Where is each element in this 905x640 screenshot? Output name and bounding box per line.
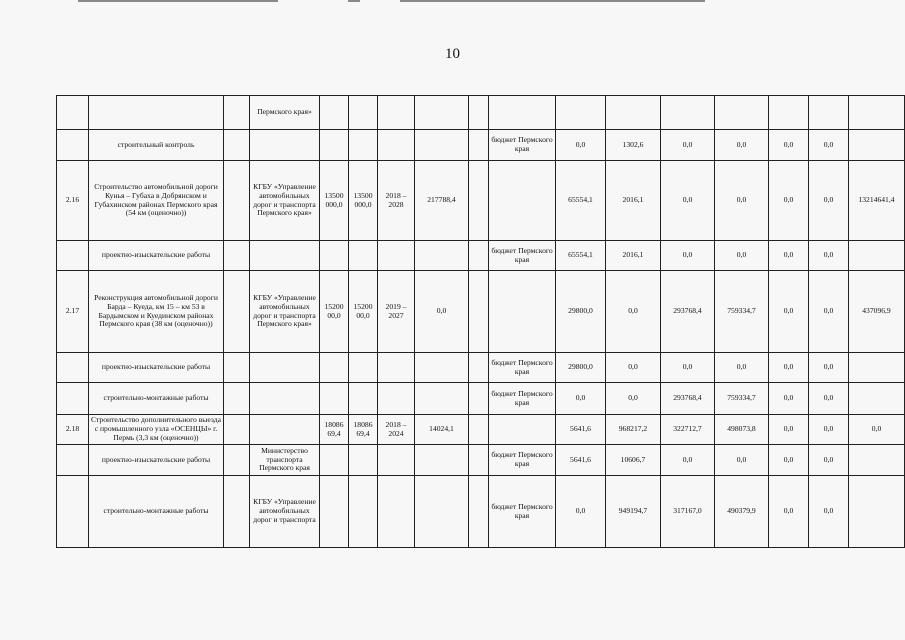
- table-row: [57, 241, 905, 271]
- value-cell: 0,0: [661, 241, 715, 271]
- table-row: [57, 476, 905, 548]
- source-cell: бюджет Пермского края: [489, 445, 556, 476]
- value-cell: 293768,4: [661, 271, 715, 353]
- value-cell: 293768,4: [661, 383, 715, 415]
- blank-cell: [320, 445, 349, 476]
- blank-cell: [224, 96, 250, 130]
- blank-cell: [320, 353, 349, 383]
- source-cell: [489, 96, 556, 130]
- value-cell: 5641,6: [556, 445, 606, 476]
- previous-funding-cell: 217788,4: [415, 161, 469, 241]
- blank-cell: [224, 445, 250, 476]
- blank-cell: [349, 476, 378, 548]
- previous-funding-cell: 14024,1: [415, 415, 469, 445]
- source-cell: бюджет Пермского края: [489, 130, 556, 161]
- blank-cell: [469, 130, 489, 161]
- blank-cell: [224, 476, 250, 548]
- capacity-cell: 15200 00,0: [320, 271, 349, 353]
- value-cell: [849, 241, 905, 271]
- value-cell: 5641,6: [556, 415, 606, 445]
- blank-cell: [349, 353, 378, 383]
- top-rule-right: [400, 0, 705, 2]
- capacity-cell: 13500 000,0: [320, 161, 349, 241]
- value-cell: [715, 96, 769, 130]
- blank-cell: [320, 130, 349, 161]
- sub-item-name-cell: [89, 96, 224, 130]
- blank-cell: [57, 96, 89, 130]
- blank-cell: [57, 130, 89, 161]
- blank-cell: [415, 383, 469, 415]
- item-name-cell: Строительство дополнительного выезда с промышленного узла «ОСЕНЦЫ» г. Пермь (3,3 км (оценочно)): [89, 415, 224, 445]
- value-cell: [849, 445, 905, 476]
- blank-cell: [224, 383, 250, 415]
- executor-cell: [250, 353, 320, 383]
- value-cell: 0,0: [809, 445, 849, 476]
- blank-cell: [224, 353, 250, 383]
- top-rule-mid: [348, 0, 360, 2]
- item-number-cell: 2.16: [57, 161, 89, 241]
- source-cell: бюджет Пермского края: [489, 353, 556, 383]
- value-cell: 0,0: [809, 383, 849, 415]
- program-table: [56, 95, 905, 548]
- cost-cell: 15200 00,0: [349, 271, 378, 353]
- blank-cell: [349, 445, 378, 476]
- sub-item-name-cell: строительно-монтажные работы: [89, 383, 224, 415]
- period-cell: 2019 – 2027: [378, 271, 415, 353]
- value-cell: [769, 96, 809, 130]
- value-cell: 0,0: [769, 415, 809, 445]
- executor-cell: КГБУ «Управление автомобильных дорог и транспорта Пермского края»: [250, 161, 320, 241]
- value-cell: [606, 96, 661, 130]
- value-cell: 0,0: [849, 415, 905, 445]
- blank-cell: [378, 445, 415, 476]
- value-cell: 0,0: [661, 130, 715, 161]
- executor-cell: КГБУ «Управление автомобильных дорог и транспорта: [250, 476, 320, 548]
- value-cell: [849, 130, 905, 161]
- value-cell: 490379,9: [715, 476, 769, 548]
- blank-cell: [57, 383, 89, 415]
- sub-item-name-cell: проектно-изыскательские работы: [89, 241, 224, 271]
- blank-cell: [415, 130, 469, 161]
- value-cell: 317167,0: [661, 476, 715, 548]
- blank-cell: [378, 130, 415, 161]
- blank-cell: [378, 96, 415, 130]
- table-row: [57, 353, 905, 383]
- value-cell: [849, 383, 905, 415]
- blank-cell: [378, 241, 415, 271]
- source-cell: бюджет Пермского края: [489, 241, 556, 271]
- value-cell: [556, 96, 606, 130]
- sub-item-name-cell: проектно-изыскательские работы: [89, 353, 224, 383]
- blank-cell: [415, 241, 469, 271]
- table-row: [57, 130, 905, 161]
- value-cell: 0,0: [769, 353, 809, 383]
- blank-cell: [320, 241, 349, 271]
- value-cell: 0,0: [661, 161, 715, 241]
- value-cell: 0,0: [556, 476, 606, 548]
- value-cell: 759334,7: [715, 383, 769, 415]
- blank-cell: [415, 96, 469, 130]
- value-cell: 0,0: [809, 161, 849, 241]
- table-row: [57, 96, 905, 130]
- value-cell: 759334,7: [715, 271, 769, 353]
- executor-cell: [250, 415, 320, 445]
- value-cell: 65554,1: [556, 241, 606, 271]
- item-number-cell: 2.18: [57, 415, 89, 445]
- page-number: 10: [445, 46, 460, 62]
- blank-cell: [415, 445, 469, 476]
- value-cell: [849, 476, 905, 548]
- value-cell: [809, 96, 849, 130]
- source-cell: бюджет Пермского края: [489, 476, 556, 548]
- executor-cell: [250, 383, 320, 415]
- sub-item-name-cell: строительно-монтажные работы: [89, 476, 224, 548]
- blank-cell: [469, 161, 489, 241]
- executor-cell: КГБУ «Управление автомобильных дорог и транспорта Пермского края»: [250, 271, 320, 353]
- blank-cell: [320, 476, 349, 548]
- blank-cell: [57, 476, 89, 548]
- value-cell: 0,0: [556, 383, 606, 415]
- value-cell: 0,0: [661, 445, 715, 476]
- value-cell: 10606,7: [606, 445, 661, 476]
- blank-cell: [320, 383, 349, 415]
- top-rule-left: [78, 0, 278, 2]
- source-cell: бюджет Пермского края: [489, 383, 556, 415]
- blank-cell: [349, 241, 378, 271]
- value-cell: 437096,9: [849, 271, 905, 353]
- blank-cell: [349, 383, 378, 415]
- blank-cell: [415, 476, 469, 548]
- blank-cell: [57, 445, 89, 476]
- value-cell: 0,0: [715, 241, 769, 271]
- blank-cell: [57, 353, 89, 383]
- value-cell: 0,0: [769, 476, 809, 548]
- item-name-cell: Строительство автомобильной дороги Кунья – Губаха в Добрянском и Губахинском районах Пермского края (54 км (оценочно)): [89, 161, 224, 241]
- blank-cell: [224, 415, 250, 445]
- blank-cell: [469, 241, 489, 271]
- value-cell: 0,0: [809, 476, 849, 548]
- table-row: [57, 161, 905, 241]
- table-row: [57, 383, 905, 415]
- value-cell: 0,0: [606, 353, 661, 383]
- item-name-cell: Реконструкция автомобильной дороги Барда – Куеда, км 15 – км 53 в Бардымском и Куединском районах Пермского края (38 км (оценочно)): [89, 271, 224, 353]
- value-cell: 0,0: [661, 353, 715, 383]
- blank-cell: [224, 130, 250, 161]
- blank-cell: [378, 476, 415, 548]
- value-cell: 0,0: [769, 130, 809, 161]
- value-cell: 2016,1: [606, 161, 661, 241]
- value-cell: [849, 96, 905, 130]
- table-row: [57, 415, 905, 445]
- blank-cell: [378, 353, 415, 383]
- value-cell: 0,0: [769, 241, 809, 271]
- blank-cell: [469, 415, 489, 445]
- blank-cell: [469, 445, 489, 476]
- blank-cell: [469, 96, 489, 130]
- blank-cell: [469, 383, 489, 415]
- executor-cell: [250, 241, 320, 271]
- blank-cell: [378, 383, 415, 415]
- value-cell: 0,0: [809, 271, 849, 353]
- value-cell: 0,0: [715, 445, 769, 476]
- value-cell: 1302,6: [606, 130, 661, 161]
- value-cell: 0,0: [809, 130, 849, 161]
- value-cell: 29800,0: [556, 353, 606, 383]
- executor-cell: Министерство транспорта Пермского края: [250, 445, 320, 476]
- executor-cell: Пермского края»: [250, 96, 320, 130]
- value-cell: 0,0: [556, 130, 606, 161]
- value-cell: 29800,0: [556, 271, 606, 353]
- cost-cell: 18086 69,4: [349, 415, 378, 445]
- blank-cell: [349, 96, 378, 130]
- value-cell: 0,0: [606, 271, 661, 353]
- source-cell: [489, 161, 556, 241]
- value-cell: 0,0: [769, 383, 809, 415]
- period-cell: 2018 – 2028: [378, 161, 415, 241]
- table-row: [57, 445, 905, 476]
- value-cell: 0,0: [809, 353, 849, 383]
- blank-cell: [57, 241, 89, 271]
- blank-cell: [224, 271, 250, 353]
- value-cell: 0,0: [606, 383, 661, 415]
- previous-funding-cell: 0,0: [415, 271, 469, 353]
- blank-cell: [320, 96, 349, 130]
- value-cell: [661, 96, 715, 130]
- blank-cell: [469, 476, 489, 548]
- value-cell: 0,0: [809, 241, 849, 271]
- value-cell: 0,0: [715, 161, 769, 241]
- blank-cell: [415, 353, 469, 383]
- cost-cell: 13500 000,0: [349, 161, 378, 241]
- source-cell: [489, 415, 556, 445]
- blank-cell: [224, 161, 250, 241]
- period-cell: 2018 – 2024: [378, 415, 415, 445]
- source-cell: [489, 271, 556, 353]
- executor-cell: [250, 130, 320, 161]
- table-body: [57, 96, 905, 548]
- value-cell: [849, 353, 905, 383]
- value-cell: 0,0: [769, 445, 809, 476]
- value-cell: 968217,2: [606, 415, 661, 445]
- value-cell: 0,0: [715, 353, 769, 383]
- value-cell: 498073,8: [715, 415, 769, 445]
- blank-cell: [349, 130, 378, 161]
- sub-item-name-cell: строительный контроль: [89, 130, 224, 161]
- value-cell: 0,0: [769, 271, 809, 353]
- value-cell: 65554,1: [556, 161, 606, 241]
- sub-item-name-cell: проектно-изыскательские работы: [89, 445, 224, 476]
- capacity-cell: 18086 69,4: [320, 415, 349, 445]
- value-cell: 949194,7: [606, 476, 661, 548]
- blank-cell: [469, 353, 489, 383]
- blank-cell: [469, 271, 489, 353]
- item-number-cell: 2.17: [57, 271, 89, 353]
- value-cell: 0,0: [769, 161, 809, 241]
- table-row: [57, 271, 905, 353]
- value-cell: 2016,1: [606, 241, 661, 271]
- value-cell: 0,0: [809, 415, 849, 445]
- value-cell: 0,0: [715, 130, 769, 161]
- blank-cell: [224, 241, 250, 271]
- value-cell: 13214641,4: [849, 161, 905, 241]
- value-cell: 322712,7: [661, 415, 715, 445]
